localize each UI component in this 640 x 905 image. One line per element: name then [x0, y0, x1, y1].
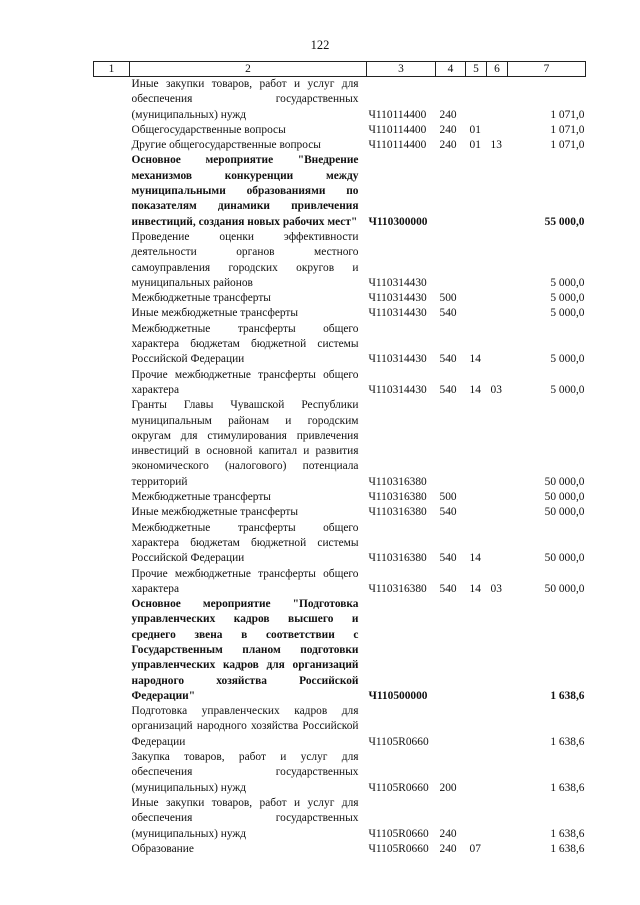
row-amount-cell: 1 638,6 — [550, 827, 585, 840]
row-section-cell — [466, 230, 487, 291]
row-subsection-cell — [487, 597, 508, 704]
row-code-cell: Ч1105R0660 — [368, 781, 429, 794]
header-col-5: 5 — [466, 62, 487, 77]
row-number-cell — [94, 230, 130, 291]
row-name-cell: Закупка товаров, работ и услуг для обеспечения государственных (муниципальных) нужд — [131, 751, 359, 794]
header-col-7: 7 — [508, 62, 586, 77]
table-body — [94, 77, 586, 858]
row-name-cell: Иные закупки товаров, работ и услуг для обеспечения государственных (муниципальных) нужд — [131, 796, 359, 840]
header-row — [94, 62, 586, 77]
row-subsection-cell — [487, 796, 508, 842]
row-section-cell — [466, 153, 487, 229]
row-code-cell: Ч1105R0660 — [368, 735, 429, 748]
row-name-cell: Иные межбюджетные трансферты — [131, 307, 299, 320]
row-amount-cell: 1 638,6 — [550, 842, 585, 855]
row-name-cell: Другие общегосударственные вопросы — [131, 139, 321, 152]
table-row — [94, 322, 586, 368]
row-section-cell: 14 — [469, 552, 481, 565]
row-expense-type-cell: 540 — [439, 383, 457, 396]
row-subsection-cell — [487, 77, 508, 123]
row-section-cell: 01 — [469, 139, 481, 152]
row-section-cell: 01 — [469, 123, 481, 136]
row-amount-cell: 50 000,0 — [544, 475, 585, 488]
table-row — [94, 368, 586, 399]
table-row — [94, 597, 586, 704]
row-number-cell — [94, 521, 130, 567]
row-name-cell: Межбюджетные трансферты общего характера бюджетам бюджетной системы Российской Федерации — [131, 322, 359, 366]
row-number-cell — [94, 597, 130, 704]
row-code-cell: Ч110316380 — [368, 475, 427, 488]
header-col-3: 3 — [367, 62, 436, 77]
row-subsection-cell — [487, 291, 508, 306]
row-name-cell: Межбюджетные трансферты — [131, 491, 271, 504]
row-code-cell: Ч110314430 — [368, 353, 427, 366]
row-subsection-cell — [487, 505, 508, 520]
row-amount-cell: 50 000,0 — [544, 491, 585, 504]
row-expense-type-cell — [436, 230, 466, 291]
row-expense-type-cell — [436, 153, 466, 229]
row-amount-cell: 5 000,0 — [550, 307, 585, 320]
table-row — [94, 153, 586, 229]
table-row — [94, 398, 586, 490]
row-code-cell: Ч110500000 — [368, 689, 428, 702]
table-row — [94, 123, 586, 138]
row-amount-cell: 5 000,0 — [550, 292, 585, 305]
row-expense-type-cell — [436, 704, 466, 750]
row-number-cell — [94, 123, 130, 138]
row-subsection-cell: 03 — [490, 582, 502, 595]
row-subsection-cell — [487, 398, 508, 490]
row-number-cell — [94, 750, 130, 796]
table-row — [94, 704, 586, 750]
row-expense-type-cell: 540 — [439, 506, 457, 519]
row-section-cell — [466, 750, 487, 796]
row-name-cell: Межбюджетные трансферты общего характера бюджетам бюджетной системы Российской Федерации — [131, 521, 359, 565]
row-amount-cell: 5 000,0 — [550, 353, 585, 366]
row-subsection-cell — [487, 322, 508, 368]
row-code-cell: Ч110114400 — [368, 123, 427, 136]
row-subsection-cell — [487, 521, 508, 567]
row-subsection-cell — [487, 123, 508, 138]
row-code-cell: Ч110316380 — [368, 582, 427, 595]
header-col-6: 6 — [487, 62, 508, 77]
table-row — [94, 505, 586, 520]
row-name-cell: Прочие межбюджетные трансферты общего характера — [131, 368, 359, 396]
row-expense-type-cell: 540 — [439, 353, 457, 366]
row-expense-type-cell: 500 — [439, 292, 457, 305]
row-number-cell — [94, 490, 130, 505]
row-code-cell: Ч110114400 — [368, 139, 427, 152]
row-name-cell: Основное мероприятие "Подготовка управленческих кадров высшего и среднего звена в соответствии с Государственным планом подготовки управленческих кадров для организаций народного хозяйства Российской Федерации" — [131, 598, 359, 702]
row-expense-type-cell: 240 — [439, 842, 457, 855]
row-expense-type-cell: 240 — [439, 139, 457, 152]
row-expense-type-cell: 240 — [439, 108, 457, 121]
row-expense-type-cell: 240 — [439, 123, 457, 136]
row-expense-type-cell: 540 — [439, 552, 457, 565]
row-name-cell: Подготовка управленческих кадров для организаций народного хозяйства Российской Федерации — [131, 705, 359, 748]
row-section-cell — [466, 306, 487, 321]
row-number-cell — [94, 704, 130, 750]
budget-table — [93, 61, 586, 857]
row-expense-type-cell — [436, 398, 466, 490]
row-section-cell: 14 — [469, 383, 481, 396]
row-number-cell — [94, 567, 130, 598]
row-section-cell — [466, 597, 487, 704]
row-code-cell: Ч1105R0660 — [368, 827, 429, 840]
header-col-1: 1 — [94, 62, 130, 77]
header-col-2: 2 — [130, 62, 367, 77]
table-row — [94, 306, 586, 321]
table-row — [94, 230, 586, 291]
table-row — [94, 77, 586, 123]
row-expense-type-cell: 200 — [439, 781, 457, 794]
row-name-cell: Образование — [131, 842, 194, 855]
row-name-cell: Иные межбюджетные трансферты — [131, 506, 299, 519]
row-amount-cell: 1 638,6 — [550, 735, 585, 748]
row-expense-type-cell: 540 — [439, 582, 457, 595]
row-subsection-cell — [487, 153, 508, 229]
row-number-cell — [94, 322, 130, 368]
row-subsection-cell — [487, 490, 508, 505]
row-name-cell: Общегосударственные вопросы — [131, 123, 286, 136]
row-expense-type-cell: 540 — [439, 307, 457, 320]
row-section-cell — [466, 505, 487, 520]
row-name-cell: Межбюджетные трансферты — [131, 292, 271, 305]
row-amount-cell: 1 071,0 — [550, 139, 585, 152]
table-row — [94, 138, 586, 153]
row-amount-cell: 50 000,0 — [544, 582, 585, 595]
row-section-cell: 14 — [469, 353, 481, 366]
row-amount-cell: 5 000,0 — [550, 383, 585, 396]
row-code-cell: Ч1105R0660 — [368, 842, 429, 855]
row-name-cell: Гранты Главы Чувашской Республики муниципальным районам и городским округам для стимулирования привлечения инвестиций в основной капитал и развития экономического (налогового) потенциала территорий — [131, 399, 359, 488]
row-subsection-cell — [487, 306, 508, 321]
row-number-cell — [94, 77, 130, 123]
row-section-cell: 14 — [469, 582, 481, 595]
table-row — [94, 291, 586, 306]
row-code-cell: Ч110316380 — [368, 552, 427, 565]
row-amount-cell: 5 000,0 — [550, 276, 585, 289]
row-subsection-cell — [487, 230, 508, 291]
row-code-cell: Ч110314430 — [368, 307, 427, 320]
row-expense-type-cell: 240 — [439, 827, 457, 840]
table-row — [94, 796, 586, 842]
row-section-cell — [466, 796, 487, 842]
row-code-cell: Ч110314430 — [368, 292, 427, 305]
row-expense-type-cell — [436, 597, 466, 704]
row-number-cell — [94, 505, 130, 520]
row-amount-cell: 50 000,0 — [544, 552, 585, 565]
row-section-cell — [466, 77, 487, 123]
row-code-cell: Ч110114400 — [368, 108, 427, 121]
row-subsection-cell — [487, 704, 508, 750]
row-amount-cell: 1 638,6 — [550, 781, 585, 794]
row-section-cell: 07 — [469, 842, 481, 855]
row-name-cell: Проведение оценки эффективности деятельности органов местного самоуправления городских округов и муниципальных районов — [131, 230, 359, 289]
row-amount-cell: 1 071,0 — [550, 108, 585, 121]
row-number-cell — [94, 306, 130, 321]
row-number-cell — [94, 796, 130, 842]
row-section-cell — [466, 704, 487, 750]
row-section-cell — [466, 398, 487, 490]
row-code-cell: Ч110300000 — [368, 215, 428, 228]
row-subsection-cell: 03 — [490, 383, 502, 396]
row-amount-cell: 1 638,6 — [550, 689, 585, 702]
table-row — [94, 750, 586, 796]
row-number-cell — [94, 398, 130, 490]
row-code-cell: Ч110314430 — [368, 383, 427, 396]
row-number-cell — [94, 291, 130, 306]
page-number: 122 — [310, 38, 330, 52]
row-name-cell: Прочие межбюджетные трансферты общего характера — [131, 567, 359, 595]
row-amount-cell: 50 000,0 — [544, 506, 585, 519]
table-row — [94, 567, 586, 598]
row-number-cell — [94, 842, 130, 857]
row-section-cell — [466, 291, 487, 306]
row-code-cell: Ч110314430 — [368, 276, 427, 289]
row-number-cell — [94, 368, 130, 399]
table-row — [94, 490, 586, 505]
row-subsection-cell — [487, 842, 508, 857]
row-number-cell — [94, 153, 130, 229]
row-name-cell: Иные закупки товаров, работ и услуг для обеспечения государственных (муниципальных) нужд — [131, 78, 359, 121]
table-row — [94, 521, 586, 567]
row-subsection-cell: 13 — [490, 139, 502, 152]
row-subsection-cell — [487, 750, 508, 796]
row-amount-cell: 1 071,0 — [550, 123, 585, 136]
row-section-cell — [466, 490, 487, 505]
table-row — [94, 842, 586, 857]
row-number-cell — [94, 138, 130, 153]
row-expense-type-cell: 500 — [439, 491, 457, 504]
row-amount-cell: 55 000,0 — [544, 215, 585, 228]
row-name-cell: Основное мероприятие "Внедрение механизмов конкуренции между муниципальными образованиями по показателям динамики привлечения инвестиций, создания новых рабочих мест" — [131, 154, 359, 228]
row-code-cell: Ч110316380 — [368, 506, 427, 519]
row-code-cell: Ч110316380 — [368, 491, 427, 504]
header-col-4: 4 — [436, 62, 466, 77]
